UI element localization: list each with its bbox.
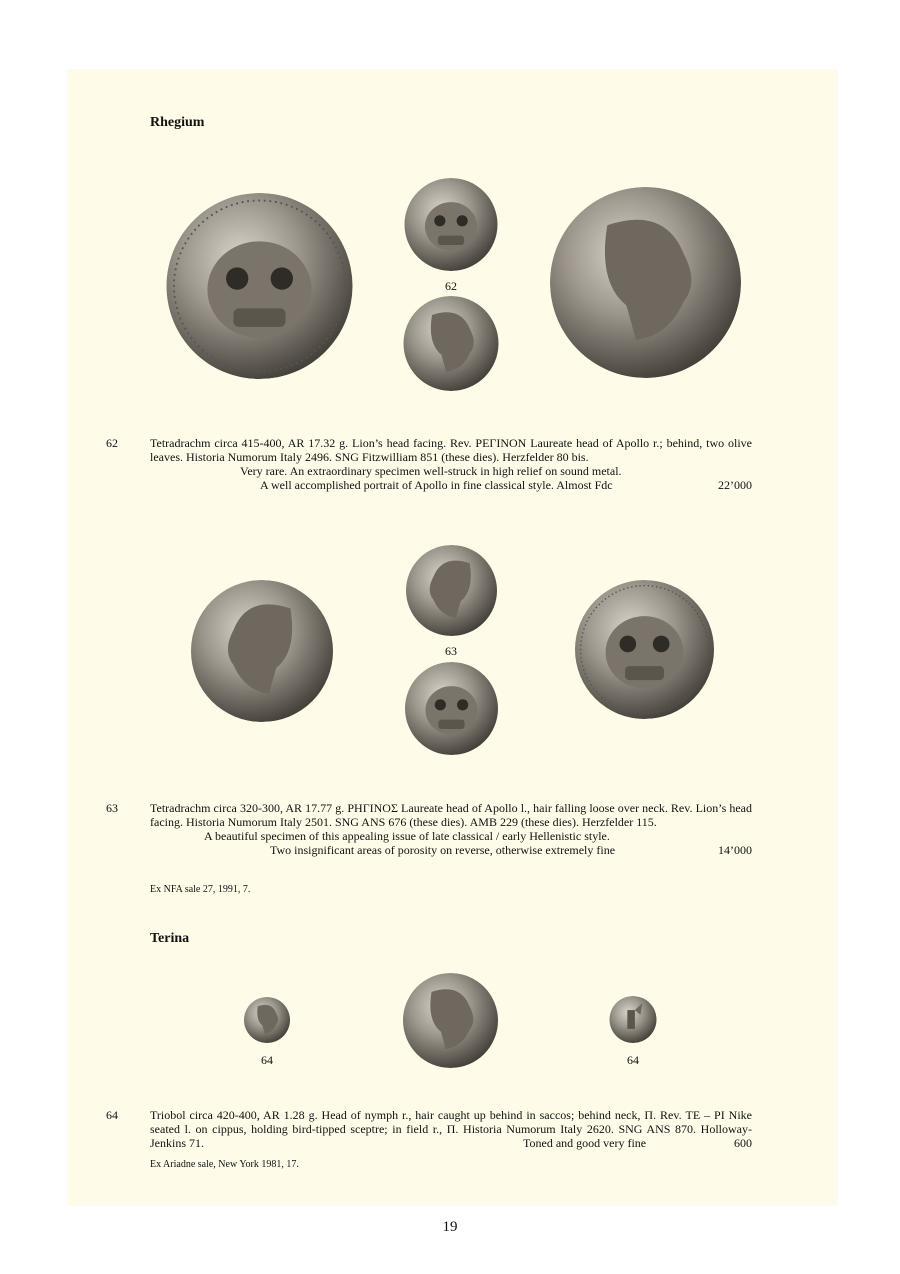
- coin-63-obverse-enlarged: [186, 580, 338, 722]
- coin-62-label: 62: [445, 279, 457, 293]
- coin-63-reverse: [402, 662, 501, 755]
- coin-62-obverse: [403, 178, 499, 271]
- lot-62-text: Tetradrachm circa 415-400, AR 17.32 g. Lion’s head facing. Rev. ΡΕΓΙΝΟΝ Laureate head of Apollo r.; behind, two olive leaves. Historia Numorum Italy 2496. SNG Fitzwilliam 851 (these dies). Herzfelder 80 bis.: [150, 436, 752, 464]
- lot-64-price: 600: [734, 1136, 752, 1150]
- lot-64-description: [150, 1108, 752, 1150]
- lot-64-note2: Toned and good very fine: [523, 1136, 647, 1150]
- page-number: 19: [442, 1219, 458, 1235]
- lot-62-description: [150, 436, 752, 492]
- coin-63-reverse-enlarged: [569, 580, 720, 719]
- lot-64-text: Triobol circa 420-400, AR 1.28 g. Head of nymph r., hair caught up behind in saccos; behind neck, Π. Rev. ΤΕ – ΡΙ Nike seated l. on cippus, holding bird-tipped sceptre; in field r., Π. Historia Numorum Italy 2620. SNG ANS 870. Holloway-Jenkins 71.: [150, 1108, 752, 1150]
- coin-62-obverse-enlarged: [164, 193, 355, 379]
- lot-number-63: 63: [106, 801, 118, 815]
- coin-63-label: 63: [445, 644, 457, 658]
- section-heading-terina: Terina: [150, 931, 190, 946]
- lot-63-note2: Two insignificant areas of porosity on reverse, otherwise extremely fine: [270, 843, 616, 857]
- coin-63-obverse: [401, 545, 502, 636]
- lot-63-provenance: Ex NFA sale 27, 1991, 7.: [150, 884, 251, 895]
- lot-63-text: Tetradrachm circa 320-300, AR 17.77 g. ΡΗΓΙΝΟΣ Laureate head of Apollo l., hair falling loose over neck. Rev. Lion’s head facing. Historia Numorum Italy 2501. SNG ANS 676 (these dies). AMB 229 (these dies). Herzfelder 115.: [150, 801, 752, 829]
- coin-64-obverse-enlarged: [401, 973, 500, 1068]
- lot-62-price: 22’000: [718, 478, 752, 492]
- lot-number-64: 64: [106, 1108, 118, 1122]
- lot-62-note1: Very rare. An extraordinary specimen well-struck in high relief on sound metal.: [240, 464, 622, 478]
- lot-63-note1: A beautiful specimen of this appealing issue of late classical / early Hellenistic style.: [204, 829, 610, 843]
- coin-62-reverse-enlarged: [550, 187, 741, 378]
- lot-63-price: 14’000: [718, 843, 752, 857]
- coin-64-reverse: [609, 996, 657, 1043]
- lot-number-62: 62: [106, 436, 118, 450]
- coin-64-label-obverse: 64: [261, 1053, 273, 1067]
- coin-64-obverse: [243, 997, 291, 1043]
- lot-62-note2: A well accomplished portrait of Apollo in fine classical style. Almost Fdc: [260, 478, 613, 492]
- coin-62-reverse: [403, 296, 499, 391]
- lot-63-description: [150, 801, 752, 857]
- section-heading-rhegium: Rhegium: [150, 115, 205, 130]
- coin-64-label-reverse: 64: [627, 1053, 639, 1067]
- lot-64-provenance: Ex Ariadne sale, New York 1981, 17.: [150, 1159, 299, 1170]
